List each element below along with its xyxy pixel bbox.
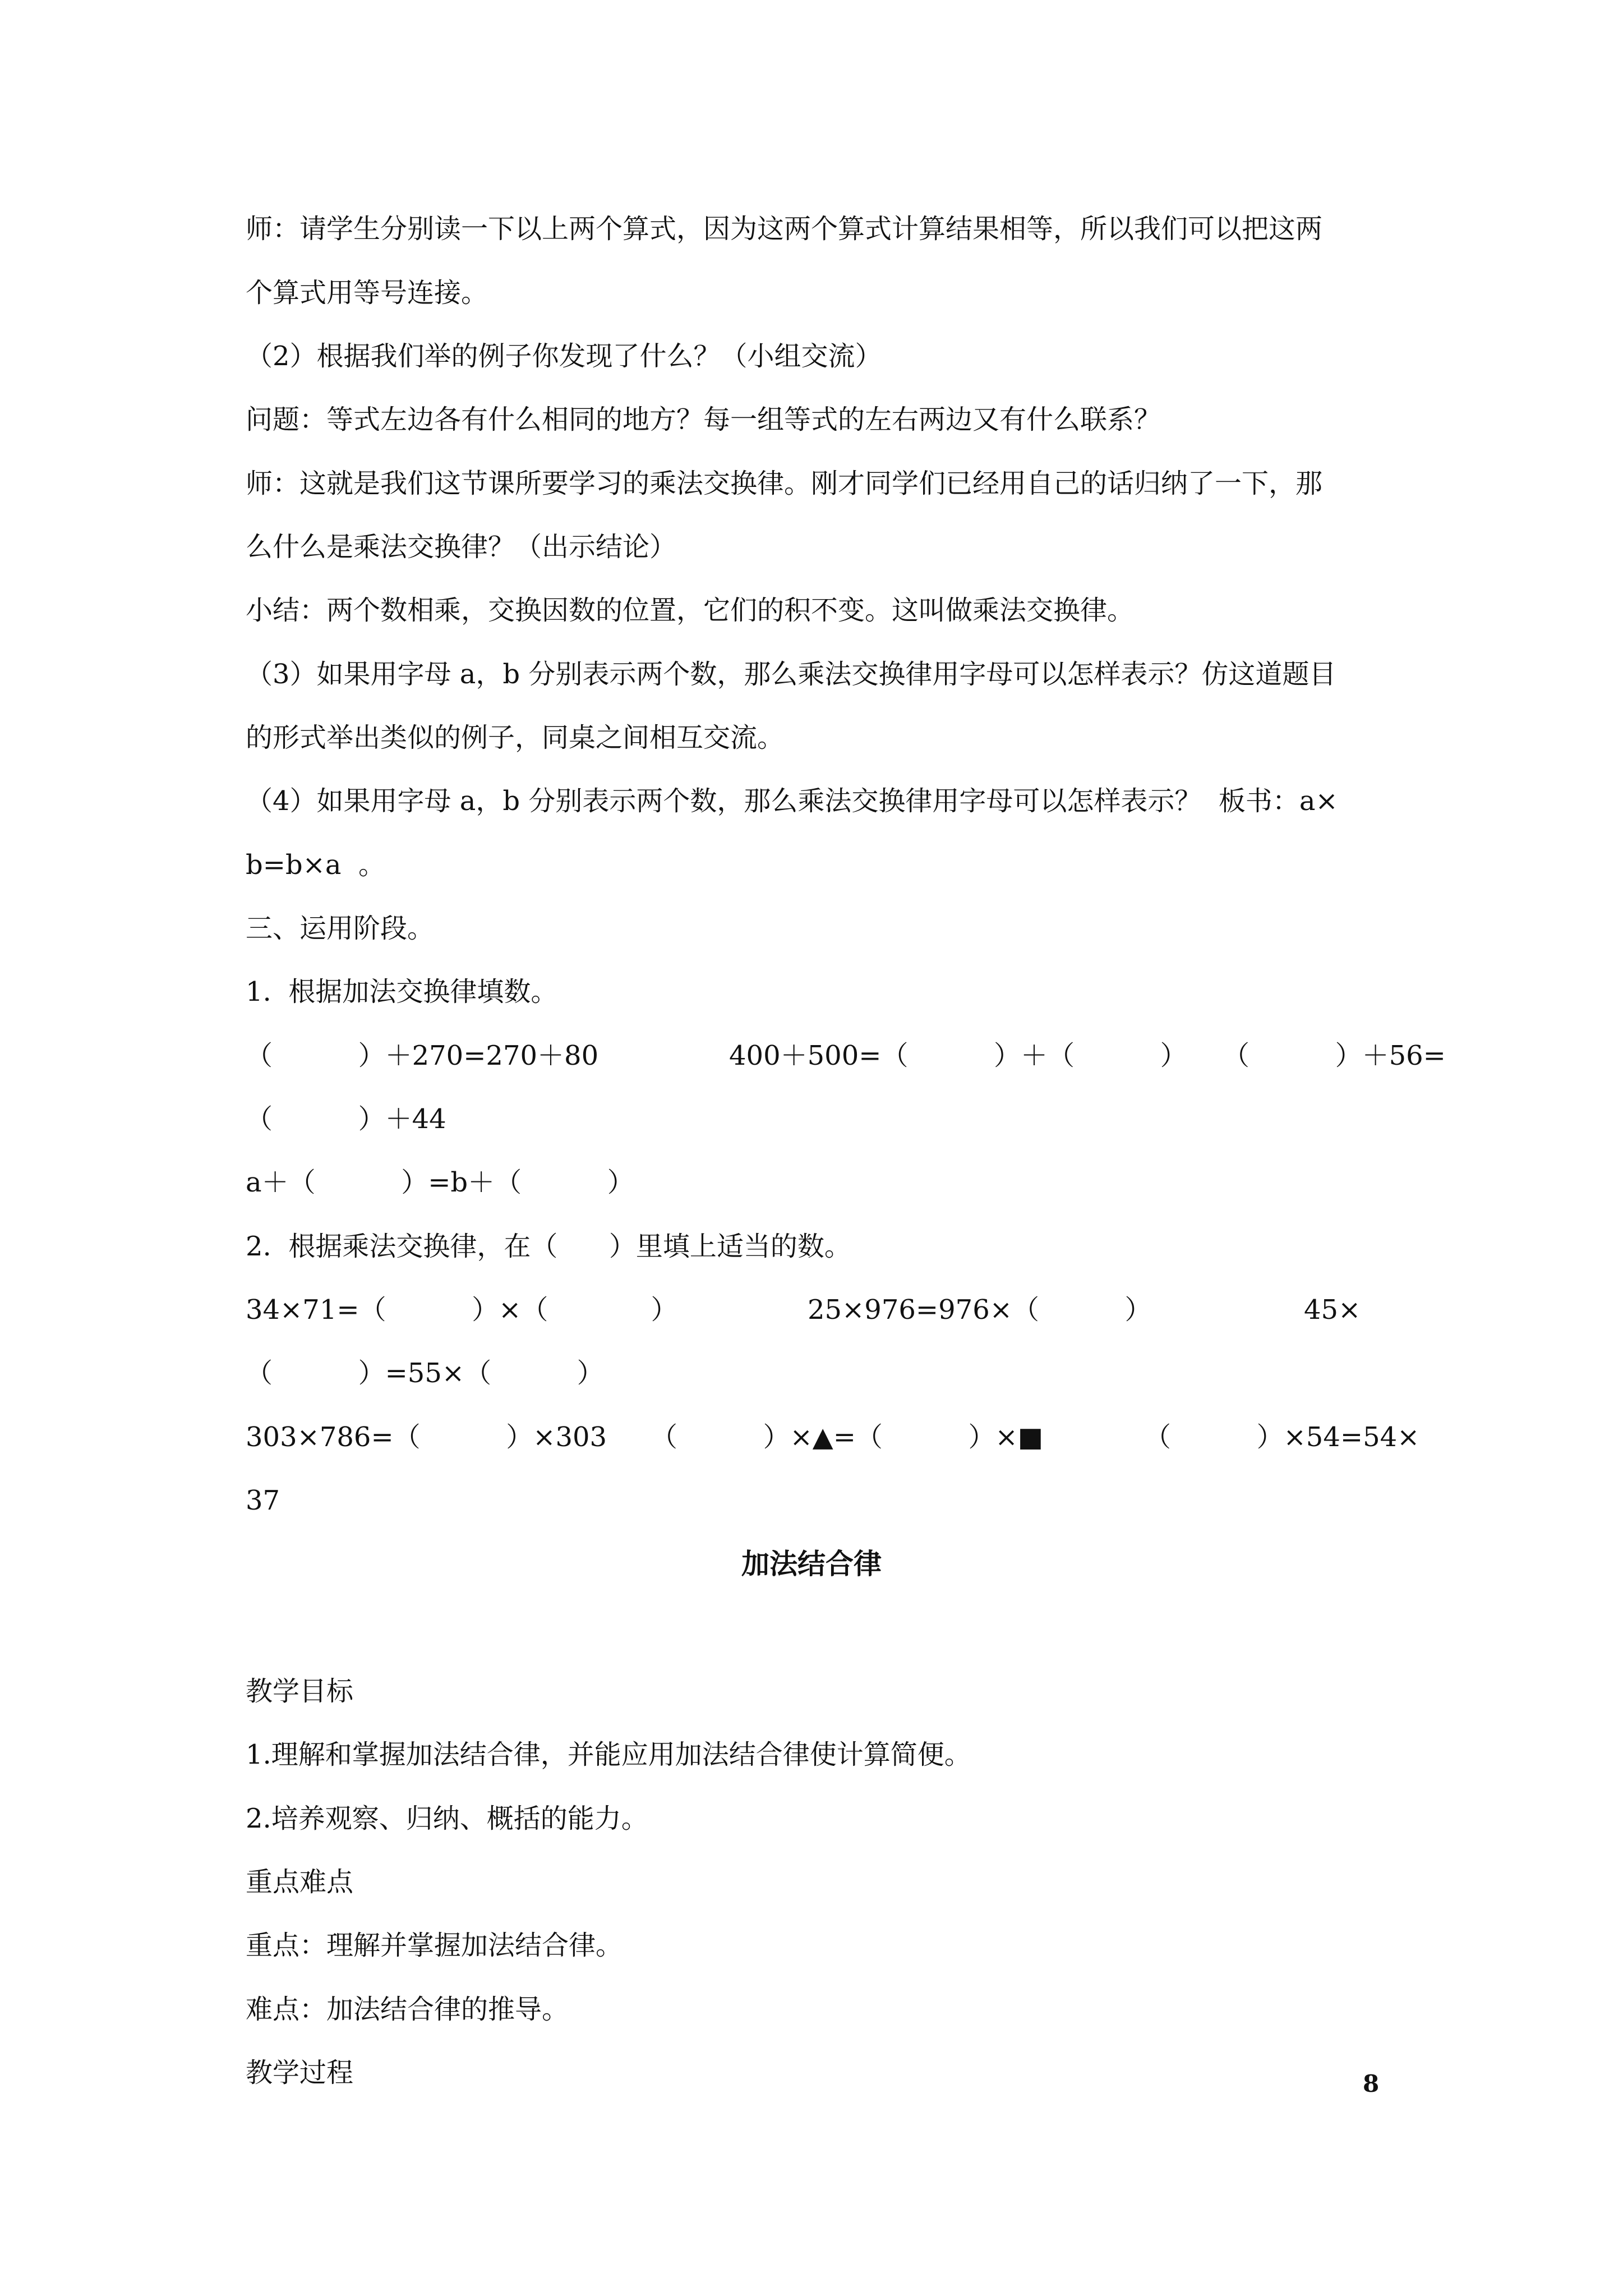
goal-item: 2.培养观察、归纳、概括的能力。	[246, 1803, 648, 1834]
exercise-blank-item: 34×71=（ ）×（ ）	[246, 1294, 678, 1326]
section-title: 加法结合律	[741, 1547, 882, 1580]
exercise-blank-item: （ ）×▲=（ ）×■	[651, 1421, 1044, 1453]
paragraph-line: 师：请学生分别读一下以上两个算式，因为这两个算式计算结果相等，所以我们可以把这两	[246, 213, 1323, 245]
paragraph-line: （3）如果用字母 a，b 分别表示两个数，那么乘法交换律用字母可以怎样表示？仿这道题目	[246, 659, 1336, 690]
paragraph-line: 个算式用等号连接。	[246, 277, 488, 309]
exercise-blank-item: a＋（ ）=b＋（ ）	[246, 1167, 634, 1198]
exercise-blank-item: （ ）＋270=270＋80	[246, 1040, 599, 1071]
goal-item: 1.理解和掌握加法结合律，并能应用加法结合律使计算简便。	[246, 1739, 971, 1770]
exercise-heading: 1. 根据加法交换律填数。	[246, 976, 558, 1007]
exercise-blank-item: （ ）＋44	[246, 1103, 446, 1135]
exercise-blank-item: 37	[246, 1485, 280, 1516]
exercise-blank-item: 303×786=（ ）×303	[246, 1421, 607, 1453]
key-point-item: 重点：理解并掌握加法结合律。	[246, 1930, 623, 1961]
exercise-blank-item: 25×976=976×（ ）	[808, 1294, 1152, 1326]
paragraph-line: 师：这就是我们这节课所要学习的乘法交换律。刚才同学们已经用自己的话归纳了一下，那	[246, 468, 1323, 499]
subheading-goals: 教学目标	[246, 1676, 354, 1707]
exercise-blank-item: （ ）＋56=	[1223, 1040, 1446, 1071]
paragraph-line: （2）根据我们举的例子你发现了什么？（小组交流）	[246, 341, 882, 372]
exercise-blank-item: （ ）=55×（ ）	[246, 1358, 604, 1389]
paragraph-line: （4）如果用字母 a，b 分别表示两个数，那么乘法交换律用字母可以怎样表示？ 板书：a×	[246, 785, 1338, 817]
exercise-blank-item: （ ）×54=54×	[1144, 1421, 1420, 1453]
page-number: 8	[1363, 2070, 1380, 2097]
paragraph-line: 么什么是乘法交换律？（出示结论）	[246, 531, 677, 563]
difficulty-item: 难点：加法结合律的推导。	[246, 1994, 569, 2025]
subheading-key-points: 重点难点	[246, 1866, 354, 1898]
paragraph-line: b=b×a 。	[246, 849, 386, 881]
subheading-process: 教学过程	[246, 2057, 354, 2088]
exercise-blank-item: 400＋500=（ ）＋（ ）	[729, 1040, 1187, 1071]
exercise-blank-item: 45×	[1304, 1294, 1361, 1326]
paragraph-line: 问题：等式左边各有什么相同的地方？每一组等式的左右两边又有什么联系？	[246, 404, 1161, 435]
section-heading: 三、运用阶段。	[246, 913, 435, 944]
exercise-heading: 2. 根据乘法交换律，在（ ）里填上适当的数。	[246, 1231, 851, 1262]
summary-line: 小结：两个数相乘，交换因数的位置，它们的积不变。这叫做乘法交换律。	[246, 595, 1135, 626]
paragraph-line: 的形式举出类似的例子，同桌之间相互交流。	[246, 722, 785, 753]
